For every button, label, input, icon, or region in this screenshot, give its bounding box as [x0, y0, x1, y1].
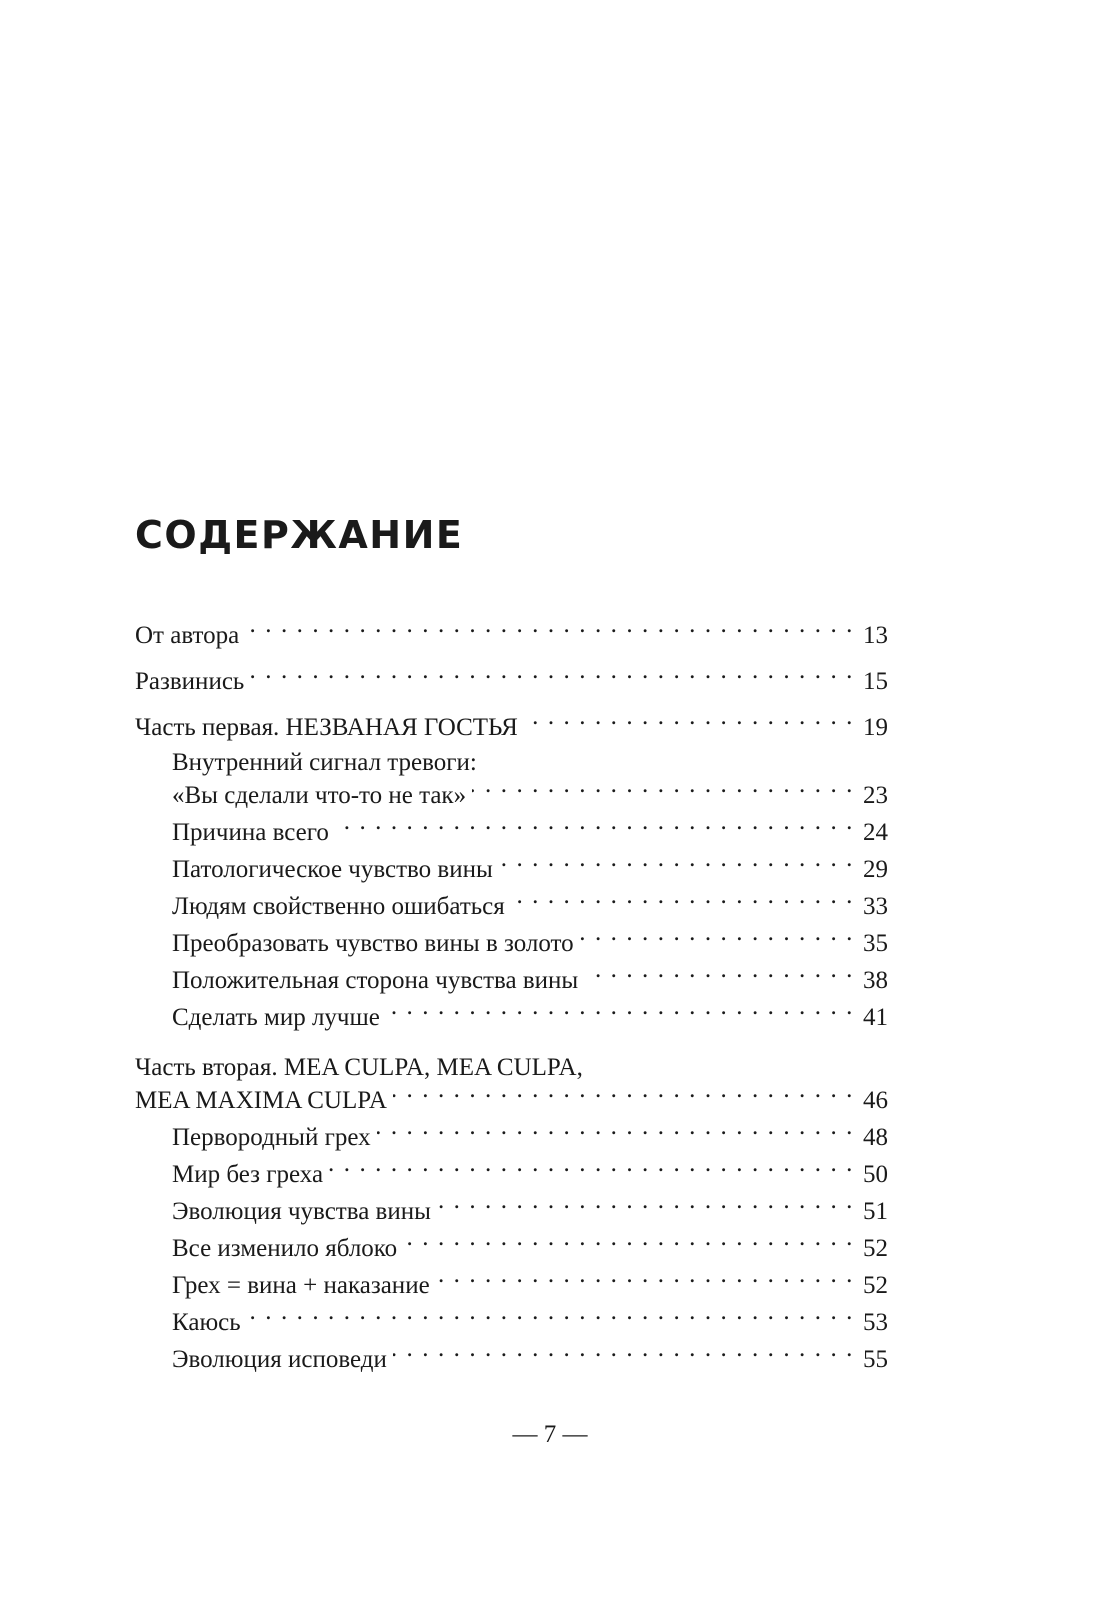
toc-entry-label: Грех = вина + наказание [172, 1272, 430, 1299]
toc-entry[interactable] [135, 1267, 888, 1304]
toc-entry[interactable] [135, 1341, 888, 1378]
toc-entry-page: 35 [863, 930, 888, 957]
dot-leader [377, 1120, 854, 1145]
dot-leader [329, 1157, 854, 1182]
toc-entry-label: MEA MAXIMA CULPA [135, 1087, 387, 1114]
dot-leader [247, 1305, 854, 1330]
dot-leader [393, 1342, 854, 1367]
toc-entry-page: 13 [863, 622, 888, 649]
toc-entry-label: Эволюция чувства вины [172, 1198, 431, 1225]
toc-entry-page: 29 [863, 856, 888, 883]
toc-entry-page: 52 [863, 1235, 888, 1262]
toc-entry-page: 15 [863, 668, 888, 695]
toc-entry-label: Положительная сторона чувства вины [172, 967, 579, 994]
toc-entry-page: 19 [863, 714, 888, 741]
page-title: СОДЕРЖАНИЕ [135, 513, 464, 557]
toc-entry-page: 55 [863, 1346, 888, 1373]
toc-entry[interactable] [135, 1230, 888, 1267]
toc-entry-label: Часть первая. НЕЗВАНАЯ ГОСТЬЯ [135, 714, 518, 741]
toc-entry[interactable] [135, 1193, 888, 1230]
toc-entry[interactable] [135, 1156, 888, 1193]
toc-entry-label: Первородный грех [172, 1124, 371, 1151]
toc-entry[interactable] [135, 814, 888, 851]
toc-entry-page: 50 [863, 1161, 888, 1188]
toc-entry-label: Преобразовать чувство вины в золото [172, 930, 574, 957]
toc-entry[interactable] [135, 962, 888, 999]
toc-entry-page: 53 [863, 1309, 888, 1336]
toc-entry-page: 41 [863, 1004, 888, 1031]
toc-entry-page: 38 [863, 967, 888, 994]
dot-leader [524, 710, 854, 735]
toc-entry[interactable] [135, 777, 888, 814]
dot-leader [511, 889, 854, 914]
toc-entry-label: Развинись [135, 668, 245, 695]
toc-entry-page: 52 [863, 1272, 888, 1299]
dot-leader [580, 926, 854, 951]
toc-entry-label-line1[interactable]: Часть вторая. MEA CULPA, MEA CULPA, [135, 1054, 583, 1081]
dot-leader [386, 1000, 854, 1025]
dot-leader [584, 963, 854, 988]
toc-entry[interactable] [135, 1304, 888, 1341]
toc-entry[interactable] [135, 999, 888, 1036]
dot-leader [437, 1194, 854, 1219]
toc-entry-part-one[interactable] [135, 709, 888, 746]
dot-leader [250, 664, 854, 689]
dot-leader [245, 618, 854, 643]
toc-entry-part-two[interactable] [135, 1082, 888, 1119]
toc-entry-page: 46 [863, 1087, 888, 1114]
toc-entry[interactable] [135, 851, 888, 888]
toc-entry[interactable] [135, 888, 888, 925]
toc-entry[interactable] [135, 925, 888, 962]
toc-entry-label: Мир без греха [172, 1161, 324, 1188]
toc-entry-label: Эволюция исповеди [172, 1346, 387, 1373]
toc-entry[interactable] [135, 663, 888, 700]
table-of-contents [135, 617, 888, 1378]
toc-entry-label-line1[interactable]: Внутренний сигнал тревоги: [172, 749, 477, 776]
dot-leader [393, 1083, 854, 1108]
dot-leader [472, 778, 854, 803]
toc-entry-label: «Вы сделали что-то не так» [172, 782, 467, 809]
toc-entry[interactable] [135, 1119, 888, 1156]
toc-entry-label: От автора [135, 622, 240, 649]
toc-entry-label: Сделать мир лучше [172, 1004, 380, 1031]
toc-entry-page: 24 [863, 819, 888, 846]
toc-entry-label: Причина всего [172, 819, 329, 846]
dot-leader [335, 815, 854, 840]
toc-entry-page: 48 [863, 1124, 888, 1151]
toc-entry-label: Патологическое чувство вины [172, 856, 493, 883]
toc-entry-label: Людям свойственно ошибаться [172, 893, 505, 920]
toc-entry-label: Все изменило яблоко [172, 1235, 398, 1262]
toc-entry-page: 23 [863, 782, 888, 809]
page-number-footer: — 7 — [512, 1421, 588, 1448]
dot-leader [499, 852, 854, 877]
dot-leader [403, 1231, 854, 1256]
dot-leader [436, 1268, 854, 1293]
toc-entry[interactable] [135, 617, 888, 654]
toc-entry-page: 33 [863, 893, 888, 920]
toc-entry-page: 51 [863, 1198, 888, 1225]
toc-entry-label: Каюсь [172, 1309, 241, 1336]
